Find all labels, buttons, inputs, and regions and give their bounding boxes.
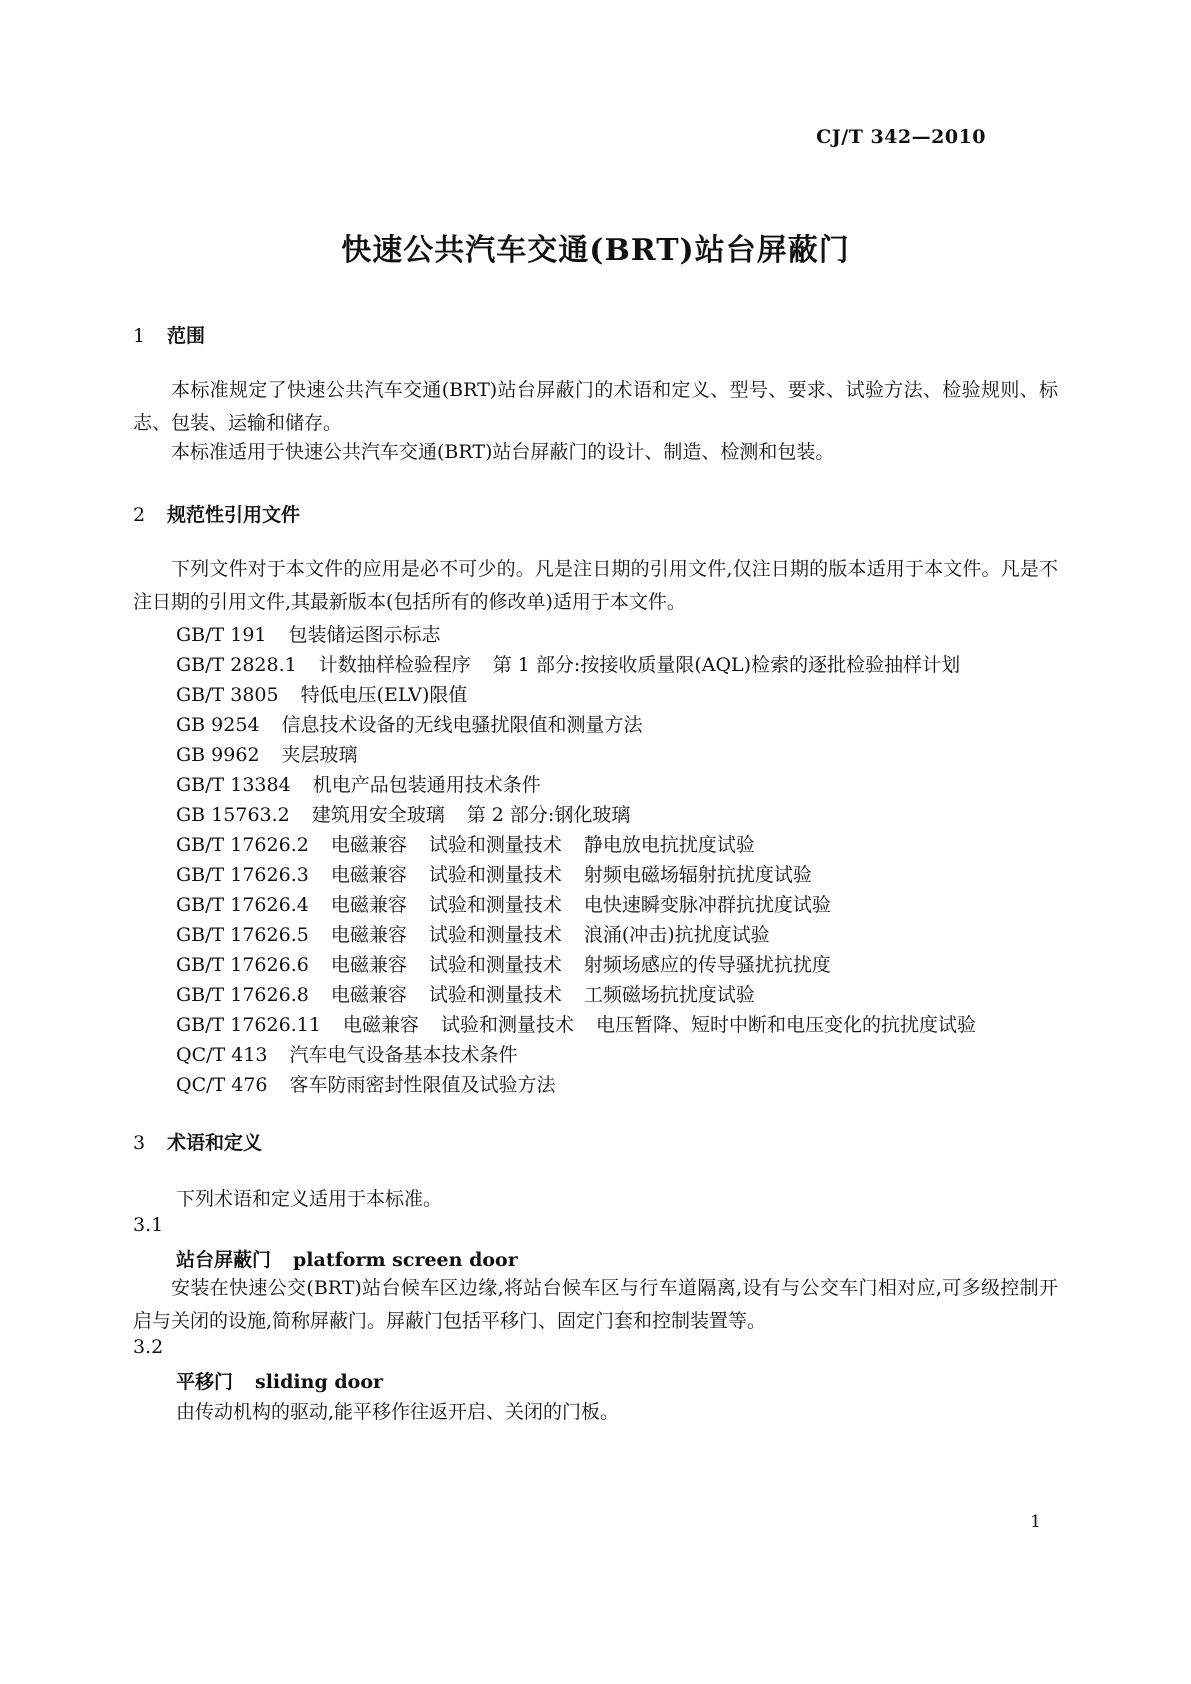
reference-item [176,1010,976,1037]
reference-item [176,650,960,677]
reference-title-part: 电磁兼容 [330,954,407,976]
terms-intro: 下列术语和定义适用于本标准。 [176,1188,443,1210]
reference-title-part: 射频场感应的传导骚扰抗扰度 [583,954,831,976]
reference-code: GB/T 17626.5 [176,924,309,946]
scope-paragraph-2: 本标准适用于快速公共汽车交通(BRT)站台屏蔽门的设计、制造、检测和包装。 [171,441,835,463]
section-number: 3 [133,1132,146,1154]
reference-title-part: 试验和测量技术 [428,864,562,886]
reference-code: GB/T 17626.3 [176,864,309,886]
reference-title-part: 电快速瞬变脉冲群抗扰度试验 [583,894,831,916]
reference-code: GB/T 3805 [176,684,279,706]
reference-item [176,800,630,827]
reference-code: GB/T 17626.8 [176,984,309,1006]
reference-title-part: 浪涌(冲击)抗扰度试验 [583,924,770,946]
reference-item [176,830,755,857]
reference-code: GB 15763.2 [176,804,290,826]
reference-code: GB/T 17626.4 [176,894,309,916]
clause-number: 3.1 [133,1214,164,1236]
term-en: platform screen door [293,1249,518,1271]
section-number: 2 [133,504,146,526]
reference-title-part: 电磁兼容 [330,984,407,1006]
section-1-heading [133,321,205,348]
reference-title-part: 信息技术设备的无线电骚扰限值和测量方法 [281,714,643,736]
reference-title-part: 包装储运图示标志 [288,624,441,646]
section-3-heading [133,1128,262,1155]
section-title: 规范性引用文件 [167,504,301,526]
reference-title-part: 试验和测量技术 [428,984,562,1006]
reference-title-part: 射频电磁场辐射抗扰度试验 [583,864,812,886]
reference-title-part: 第 2 部分:钢化玻璃 [466,804,631,826]
reference-title-part: 电磁兼容 [330,864,407,886]
reference-title-part: 静电放电抗扰度试验 [583,834,755,856]
section-title: 范围 [167,325,206,347]
reference-item [176,860,812,887]
reference-code: GB/T 17626.2 [176,834,309,856]
reference-code: GB/T 191 [176,624,267,646]
reference-title-part: 计数抽样检验程序 [318,654,471,676]
clause-number: 3.2 [133,1336,164,1358]
reference-code: GB 9962 [176,744,260,766]
reference-title-part: 电磁兼容 [330,894,407,916]
reference-item [176,620,441,647]
term-zh: 平移门 [176,1371,234,1393]
reference-title-part: 试验和测量技术 [428,924,562,946]
reference-item [176,920,770,947]
reference-title-part: 特低电压(ELV)限值 [300,684,468,706]
term-heading [176,1245,518,1272]
reference-code: GB/T 17626.11 [176,1014,321,1036]
reference-title-part: 电磁兼容 [330,834,407,856]
term-heading [176,1367,383,1394]
reference-code: GB/T 2828.1 [176,654,297,676]
reference-code: QC/T 476 [176,1074,268,1096]
section-title: 术语和定义 [167,1132,263,1154]
standard-code: CJ/T 342—2010 [816,126,986,148]
scope-paragraph-1: 本标准规定了快速公共汽车交通(BRT)站台屏蔽门的术语和定义、型号、要求、试验方法、检验规则、标志、包装、运输和储存。 [133,379,1058,434]
document-title: 快速公共汽车交通(BRT)站台屏蔽门 [341,233,850,268]
reference-title-part: 试验和测量技术 [428,834,562,856]
reference-item [176,770,541,797]
reference-code: GB/T 13384 [176,774,291,796]
reference-item [176,740,358,767]
page-number: 1 [1030,1512,1041,1532]
reference-item [176,980,755,1007]
term-zh: 站台屏蔽门 [176,1249,272,1271]
reference-item [176,680,467,707]
reference-title-part: 汽车电气设备基本技术条件 [289,1044,518,1066]
reference-title-part: 试验和测量技术 [428,954,562,976]
reference-code: GB/T 17626.6 [176,954,309,976]
term-definition: 安装在快速公交(BRT)站台候车区边缘,将站台候车区与行车道隔离,设有与公交车门相对应,可多级控制开启与关闭的设施,简称屏蔽门。屏蔽门包括平移门、固定门套和控制装置等。 [133,1277,1058,1332]
term-en: sliding door [255,1371,384,1393]
reference-title-part: 机电产品包装通用技术条件 [312,774,541,796]
reference-title-part: 第 1 部分:按接收质量限(AQL)检索的逐批检验抽样计划 [492,654,961,676]
normative-intro-paragraph: 下列文件对于本文件的应用是必不可少的。凡是注日期的引用文件,仅注日期的版本适用于本文件。凡是不注日期的引用文件,其最新版本(包括所有的修改单)适用于本文件。 [133,558,1058,613]
reference-title-part: 夹层玻璃 [281,744,358,766]
reference-title-part: 电磁兼容 [342,1014,419,1036]
section-2-heading [133,500,300,527]
reference-title-part: 电磁兼容 [330,924,407,946]
reference-title-part: 试验和测量技术 [440,1014,574,1036]
reference-item [176,1040,518,1067]
term-definition: 由传动机构的驱动,能平移作往返开启、关闭的门板。 [176,1401,620,1423]
section-number: 1 [133,325,146,347]
reference-title-part: 试验和测量技术 [428,894,562,916]
reference-title-part: 工频磁场抗扰度试验 [583,984,755,1006]
reference-item [176,710,643,737]
reference-code: GB 9254 [176,714,260,736]
reference-title-part: 建筑用安全玻璃 [311,804,445,826]
reference-title-part: 客车防雨密封性限值及试验方法 [289,1074,556,1096]
reference-title-part: 电压暂降、短时中断和电压变化的抗扰度试验 [595,1014,976,1036]
reference-item [176,890,831,917]
reference-item [176,1070,556,1097]
reference-item [176,950,831,977]
reference-code: QC/T 413 [176,1044,268,1066]
